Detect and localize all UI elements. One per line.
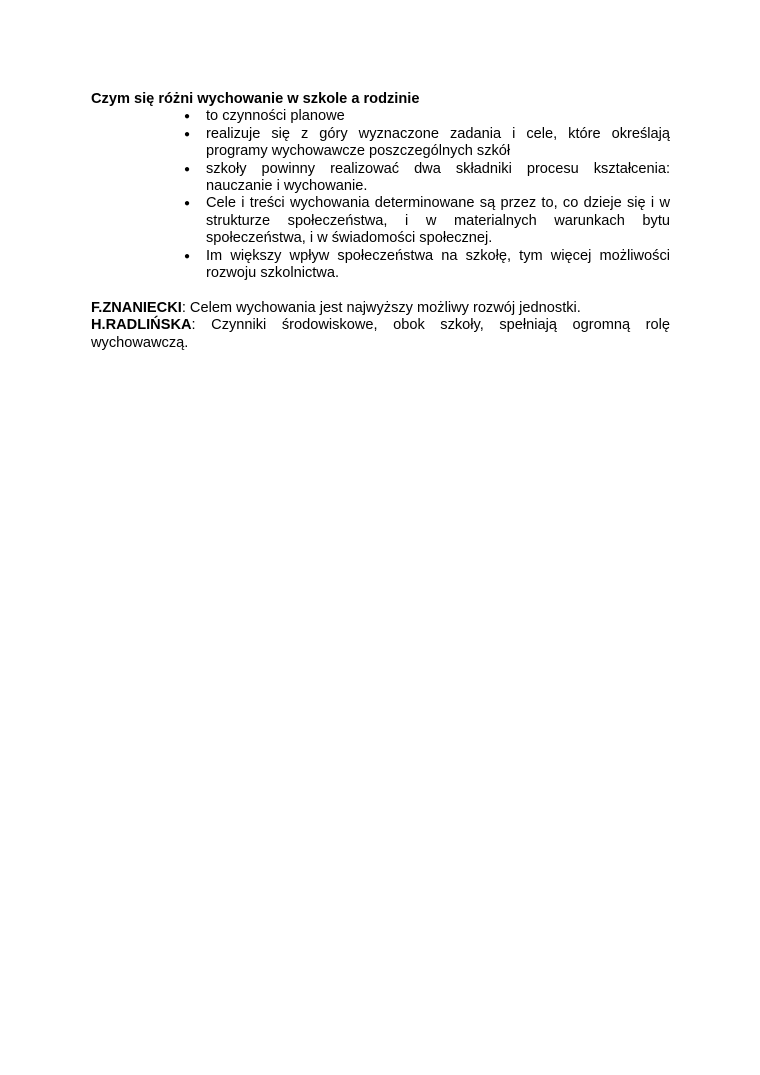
bullet-icon: ●: [184, 128, 191, 140]
quote-znaniecki: [91, 300, 670, 317]
quote-author: F.ZNANIECKI: [91, 299, 182, 316]
list-item: [91, 248, 670, 283]
quote-author: H.RADLIŃSKA: [91, 317, 192, 334]
section-heading: Czym się różni wychowanie w szkole a rodzinie: [91, 91, 420, 107]
document-content: [91, 91, 670, 352]
list-item-text: realizuje się z góry wyznaczone zadania i cele, które określają programy wychowawcze poszczególnych szkół: [206, 125, 670, 160]
quote-text: : Celem wychowania jest najwyższy możliwy rozwój jednostki.: [181, 299, 581, 316]
list-item-text: szkoły powinny realizować dwa składniki procesu kształcenia: nauczanie i wychowanie.: [206, 160, 670, 195]
bullet-icon: ●: [184, 198, 191, 210]
list-item: [91, 195, 670, 247]
quote-radlinska: [91, 317, 670, 352]
bullet-icon: ●: [184, 163, 191, 175]
paragraph-spacer: [91, 282, 670, 299]
bullet-icon: ●: [184, 250, 191, 262]
bullet-list: [91, 108, 670, 282]
list-item-text: Cele i treści wychowania determinowane są przez to, co dzieje się i w strukturze społeczeństwa, i w materialnych warunkach bytu społeczeństwa, i w świadomości społecznej.: [206, 195, 670, 247]
quote-text: : Czynniki środowiskowe, obok szkoły, spełniają ogromną rolę wychowawczą.: [91, 317, 670, 351]
list-item: [91, 108, 670, 125]
list-item: [91, 161, 670, 196]
bullet-icon: ●: [184, 111, 191, 123]
list-item: [91, 126, 670, 161]
list-item-text: to czynności planowe: [206, 108, 345, 125]
list-item-text: Im większy wpływ społeczeństwa na szkołę, tym więcej możliwości rozwoju szkolnictwa.: [206, 247, 670, 282]
